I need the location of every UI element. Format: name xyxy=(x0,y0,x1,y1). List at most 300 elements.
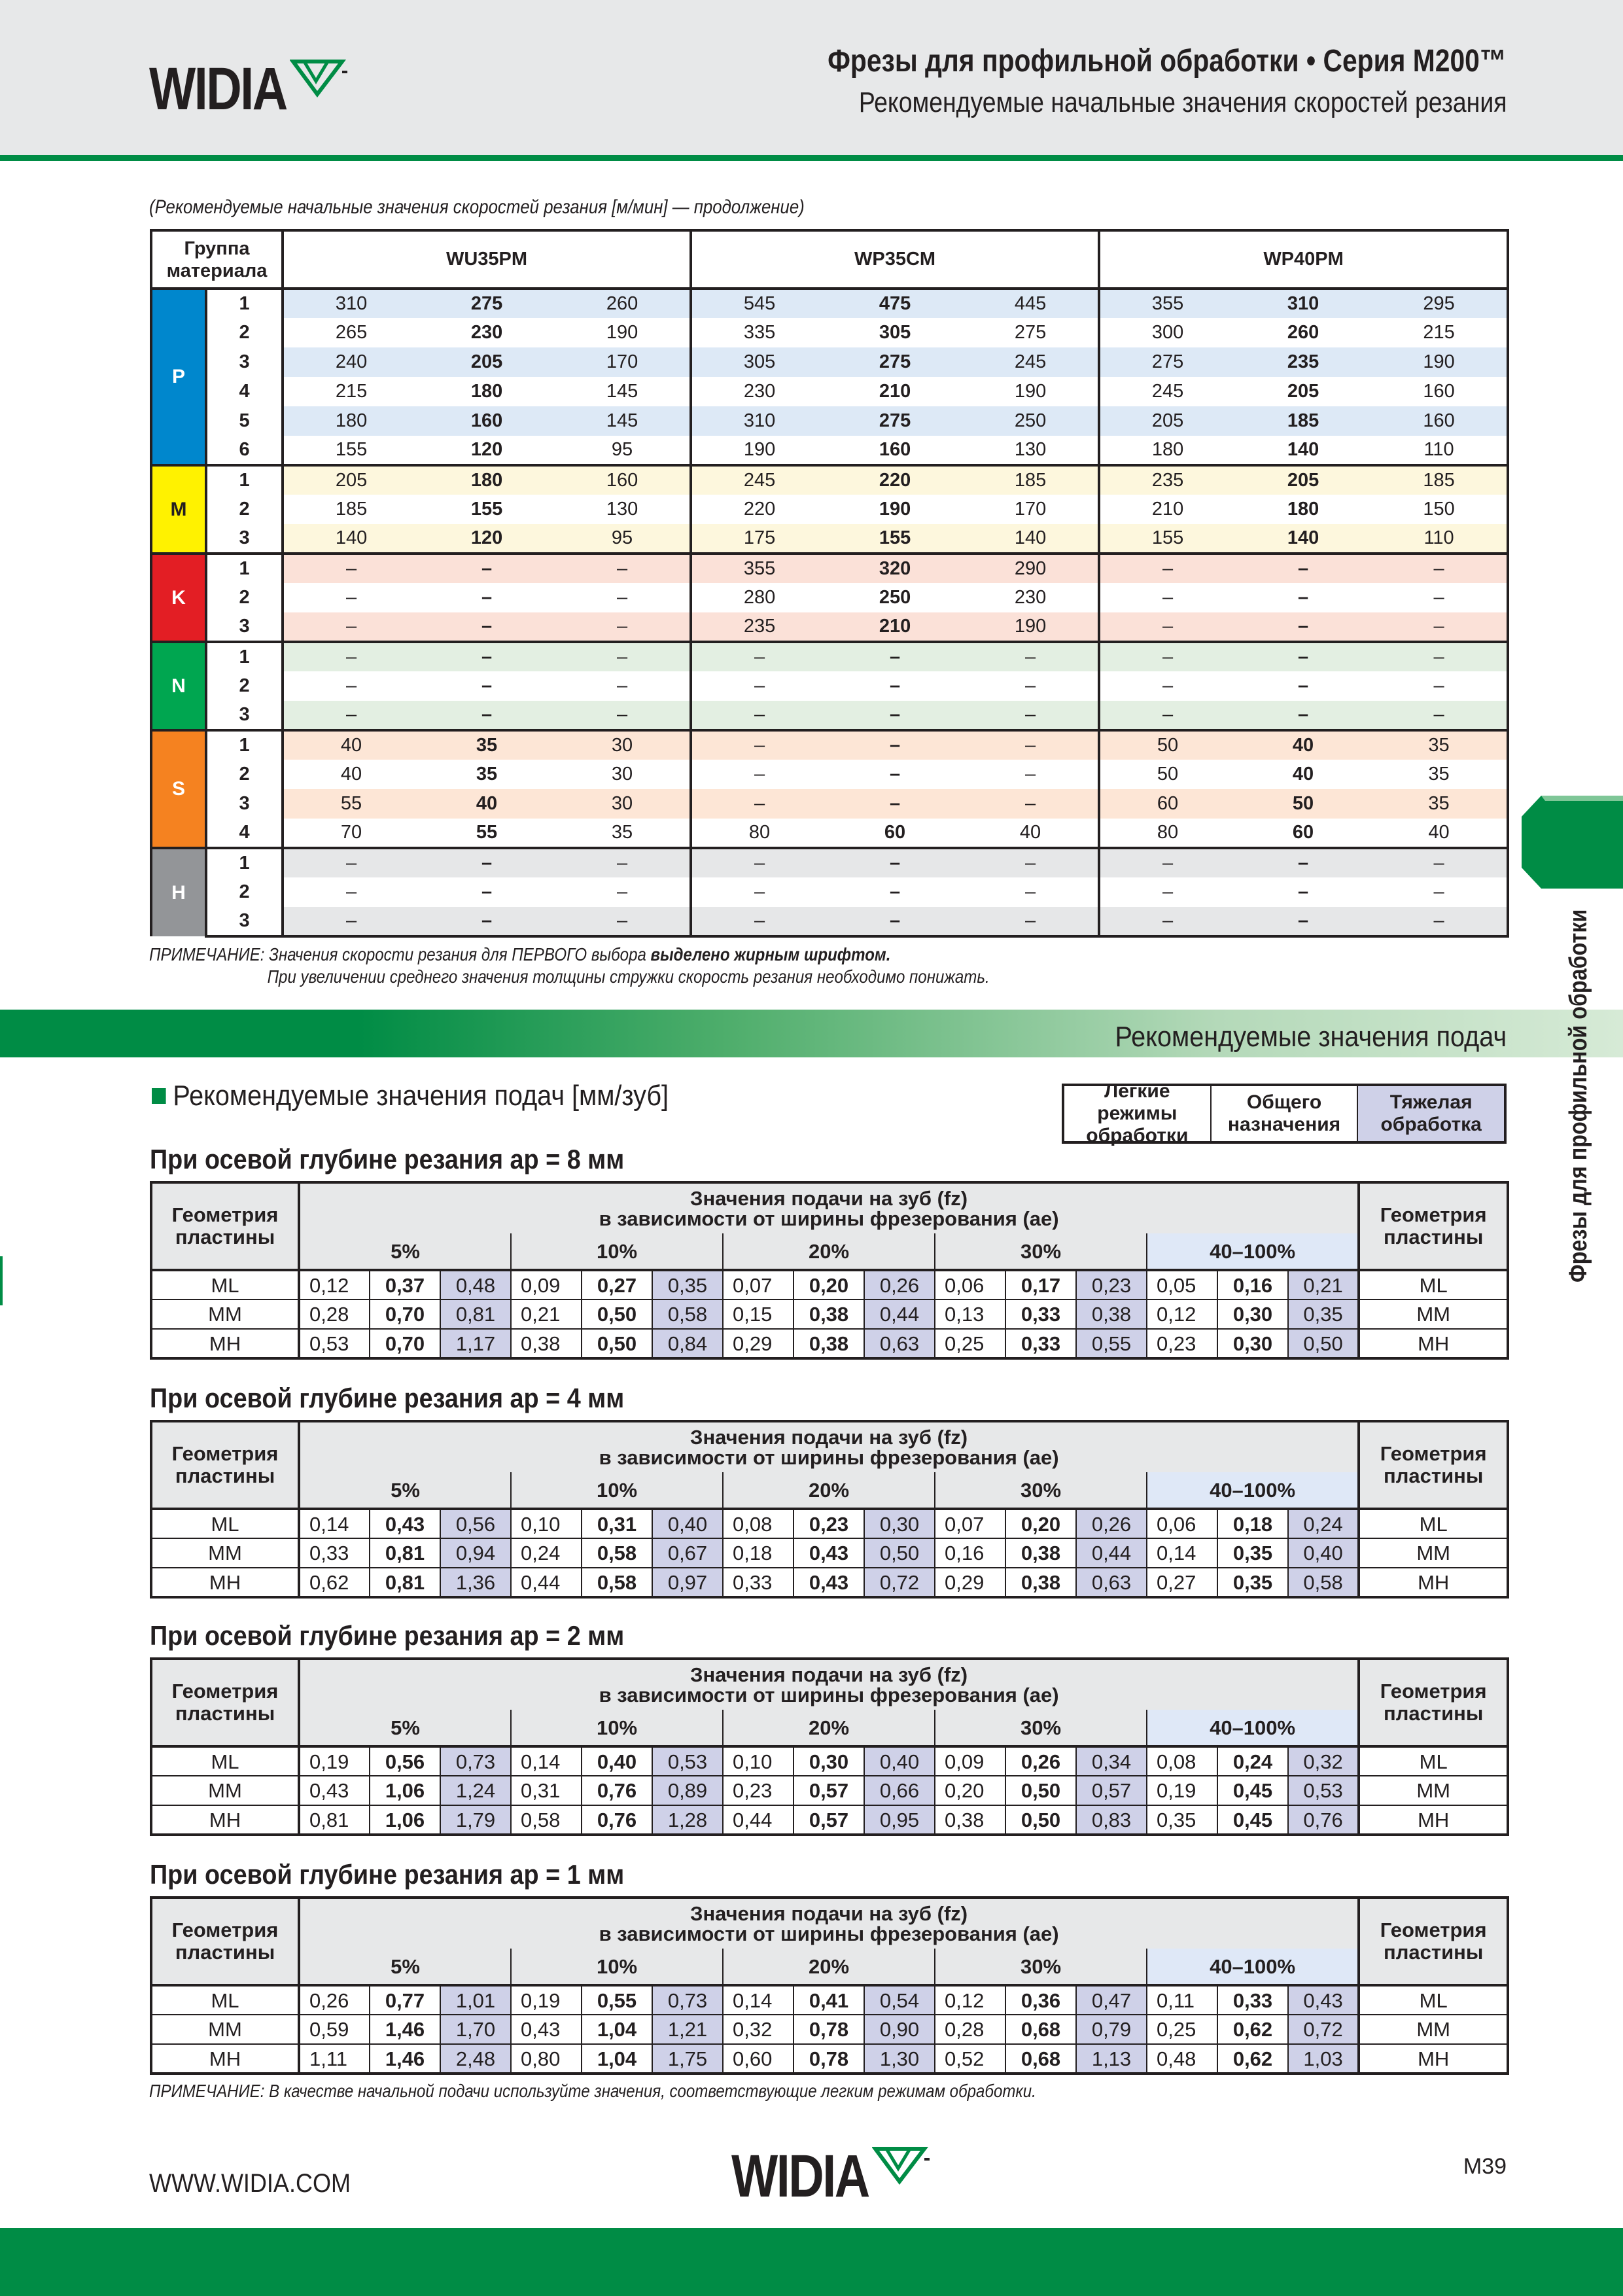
feed-value: 0,38 xyxy=(511,1329,582,1358)
speed-value: 310 xyxy=(1235,289,1371,318)
speed-value: 265 xyxy=(283,318,419,347)
feed-value: 1,06 xyxy=(370,1805,440,1835)
speed-value: 180 xyxy=(419,377,555,406)
speed-row xyxy=(151,789,1508,819)
feed-value: 0,44 xyxy=(864,1299,935,1329)
width-header: 20% xyxy=(723,1710,935,1746)
speed-value: – xyxy=(827,671,963,701)
geometry-header: Геометрия пластины xyxy=(151,1898,299,1985)
speed-value: 205 xyxy=(1099,406,1235,436)
speed-value: 275 xyxy=(1099,347,1235,377)
geometry-label: ML xyxy=(151,1509,299,1538)
speed-value: – xyxy=(283,877,419,907)
speed-value: 355 xyxy=(1099,289,1235,318)
feed-value: 0,59 xyxy=(299,2015,370,2044)
speed-value: 155 xyxy=(283,436,419,465)
speed-value: – xyxy=(283,612,419,642)
speed-value: – xyxy=(1371,907,1508,936)
section-band-title: Рекомендуемые значения подач xyxy=(1115,1021,1507,1053)
speed-value: – xyxy=(419,642,555,671)
feed-value: 0,77 xyxy=(370,1985,440,2015)
feed-value: 0,08 xyxy=(723,1509,794,1538)
footer-logo-wordmark: WIDIA xyxy=(731,2143,869,2210)
speed-value: 160 xyxy=(827,436,963,465)
feed-value: 0,29 xyxy=(723,1329,794,1358)
material-subgroup: 3 xyxy=(206,789,283,819)
feed-row xyxy=(151,1270,1508,1299)
feed-value: 0,53 xyxy=(299,1329,370,1358)
speed-value: – xyxy=(555,877,691,907)
feed-value: 0,81 xyxy=(440,1299,511,1329)
feed-table xyxy=(150,1420,1509,1598)
fz-header-line2: в зависимости от ширины фрезерования (ae) xyxy=(599,1922,1059,1945)
geometry-label: ML xyxy=(151,1985,299,2015)
speed-value: 130 xyxy=(963,436,1099,465)
speed-row xyxy=(151,377,1508,406)
speed-value: 160 xyxy=(1371,406,1508,436)
width-header: 30% xyxy=(935,1233,1147,1270)
speed-value: – xyxy=(419,877,555,907)
speed-value: – xyxy=(1371,701,1508,730)
width-header: 10% xyxy=(511,1949,723,1985)
feed-value: 0,10 xyxy=(723,1746,794,1776)
speed-value: – xyxy=(1235,642,1371,671)
feeds-note: ПРИМЕЧАНИЕ: В качестве начальной подачи используйте значения, соответствующие легким режимам обработки. xyxy=(149,2081,1036,2101)
feed-value: 0,41 xyxy=(794,1985,864,2015)
feed-value: 0,18 xyxy=(1217,1509,1288,1538)
speed-value: 185 xyxy=(283,495,419,524)
feed-value: 0,72 xyxy=(1288,2015,1359,2044)
speed-value: – xyxy=(827,760,963,789)
speed-value: 130 xyxy=(555,495,691,524)
speed-value: 160 xyxy=(555,465,691,495)
feed-value: 0,07 xyxy=(723,1270,794,1299)
speed-row xyxy=(151,554,1508,583)
speed-value: – xyxy=(283,583,419,612)
speed-value: – xyxy=(283,642,419,671)
material-subgroup: 2 xyxy=(206,583,283,612)
speed-value: 160 xyxy=(1371,377,1508,406)
feed-value: 1,46 xyxy=(370,2015,440,2044)
feed-value: 0,68 xyxy=(1005,2015,1076,2044)
speed-value: 305 xyxy=(691,347,827,377)
feed-value: 0,15 xyxy=(723,1299,794,1329)
feed-value: 0,14 xyxy=(723,1985,794,2015)
feed-value: 0,26 xyxy=(864,1270,935,1299)
feed-value: 0,57 xyxy=(794,1776,864,1805)
speed-value: – xyxy=(827,701,963,730)
speed-value: – xyxy=(555,554,691,583)
page-number: M39 xyxy=(1463,2154,1507,2179)
width-header: 20% xyxy=(723,1949,935,1985)
geometry-header: Геометрия пластины xyxy=(1359,1659,1508,1746)
speed-value: 55 xyxy=(419,819,555,848)
speed-value: 60 xyxy=(827,819,963,848)
speed-value: 250 xyxy=(827,583,963,612)
feed-value: 0,38 xyxy=(794,1329,864,1358)
speed-value: – xyxy=(1371,583,1508,612)
speed-value: 295 xyxy=(1371,289,1508,318)
speed-value: – xyxy=(691,848,827,877)
feed-value: 0,78 xyxy=(794,2044,864,2074)
speed-value: 35 xyxy=(419,730,555,760)
speed-value: – xyxy=(691,877,827,907)
feed-value: 0,24 xyxy=(1217,1746,1288,1776)
speed-value: 210 xyxy=(827,612,963,642)
material-group-code: P xyxy=(151,289,206,465)
speed-value: – xyxy=(1371,612,1508,642)
feed-value: 0,50 xyxy=(582,1329,652,1358)
speed-value: – xyxy=(827,642,963,671)
speed-value: – xyxy=(963,907,1099,936)
feed-value: 0,11 xyxy=(1147,1985,1217,2015)
speed-value: – xyxy=(1235,907,1371,936)
feed-row xyxy=(151,1985,1508,2015)
speed-value: – xyxy=(827,848,963,877)
speed-value: 95 xyxy=(555,436,691,465)
speed-value: 185 xyxy=(1371,465,1508,495)
speed-value: 160 xyxy=(419,406,555,436)
feed-value: 1,79 xyxy=(440,1805,511,1835)
feed-value: 0,23 xyxy=(1147,1329,1217,1358)
speed-value: 545 xyxy=(691,289,827,318)
speed-value: 120 xyxy=(419,524,555,554)
feed-value: 0,43 xyxy=(1288,1985,1359,2015)
speed-row xyxy=(151,907,1508,936)
width-header: 10% xyxy=(511,1472,723,1509)
material-subgroup: 4 xyxy=(206,819,283,848)
speed-value: 275 xyxy=(419,289,555,318)
feed-value: 0,66 xyxy=(864,1776,935,1805)
speed-value: 120 xyxy=(419,436,555,465)
feed-value: 0,14 xyxy=(511,1746,582,1776)
feed-value: 1,06 xyxy=(370,1776,440,1805)
geometry-label: MM xyxy=(1359,1538,1508,1568)
speed-value: 185 xyxy=(1235,406,1371,436)
speed-value: 310 xyxy=(283,289,419,318)
geometry-label: ML xyxy=(1359,1270,1508,1299)
speed-value: 155 xyxy=(419,495,555,524)
speed-value: 190 xyxy=(963,612,1099,642)
feed-value: 0,55 xyxy=(1076,1329,1147,1358)
speed-value: – xyxy=(1371,554,1508,583)
feed-value: 0,90 xyxy=(864,2015,935,2044)
speed-value: – xyxy=(555,907,691,936)
width-header: 30% xyxy=(935,1710,1147,1746)
speed-value: – xyxy=(1371,671,1508,701)
feed-value: 1,28 xyxy=(652,1805,723,1835)
feed-value: 0,06 xyxy=(935,1270,1005,1299)
speed-value: 95 xyxy=(555,524,691,554)
speed-row xyxy=(151,642,1508,671)
feed-value: 0,12 xyxy=(299,1270,370,1299)
speed-row xyxy=(151,848,1508,877)
speed-value: – xyxy=(1235,554,1371,583)
speed-value: 180 xyxy=(1235,495,1371,524)
feed-value: 0,29 xyxy=(935,1568,1005,1597)
feed-value: 0,81 xyxy=(299,1805,370,1835)
fz-header-line1: Значения подачи на зуб (fz) xyxy=(690,1426,968,1449)
feed-value: 0,20 xyxy=(935,1776,1005,1805)
speed-value: 190 xyxy=(1371,347,1508,377)
speed-value: – xyxy=(283,848,419,877)
feed-value: 0,20 xyxy=(794,1270,864,1299)
feed-row xyxy=(151,1509,1508,1538)
footer-url[interactable]: WWW.WIDIA.COM xyxy=(149,2169,351,2198)
speed-value: 60 xyxy=(1099,789,1235,819)
material-group-code: M xyxy=(151,465,206,554)
feed-value: 2,48 xyxy=(440,2044,511,2074)
feed-value: 0,32 xyxy=(1288,1746,1359,1776)
speed-value: 190 xyxy=(691,436,827,465)
material-subgroup: 1 xyxy=(206,465,283,495)
speed-value: – xyxy=(691,701,827,730)
speed-value: 35 xyxy=(1371,730,1508,760)
speed-value: 205 xyxy=(419,347,555,377)
feed-value: 0,35 xyxy=(1288,1299,1359,1329)
feed-value: 1,04 xyxy=(582,2015,652,2044)
fz-header-line2: в зависимости от ширины фрезерования (ae) xyxy=(599,1446,1059,1469)
feed-value: 0,62 xyxy=(1217,2044,1288,2074)
feed-value: 1,04 xyxy=(582,2044,652,2074)
feed-value: 0,19 xyxy=(511,1985,582,2015)
geometry-label: MH xyxy=(151,1568,299,1597)
speed-value: 210 xyxy=(1099,495,1235,524)
material-group-code: H xyxy=(151,848,206,936)
feed-value: 0,80 xyxy=(511,2044,582,2074)
feed-value: 0,89 xyxy=(652,1776,723,1805)
feed-value: 0,47 xyxy=(1076,1985,1147,2015)
feed-value: 0,50 xyxy=(1005,1805,1076,1835)
geometry-label: ML xyxy=(151,1746,299,1776)
speed-value: 35 xyxy=(1371,789,1508,819)
feeds-title xyxy=(152,1080,669,1112)
speed-value: 275 xyxy=(827,406,963,436)
feeds-title-text: Рекомендуемые значения подач [мм/зуб] xyxy=(173,1080,669,1112)
speed-row xyxy=(151,877,1508,907)
speed-note-bold: выделено жирным шрифтом. xyxy=(650,944,891,964)
speed-value: 310 xyxy=(691,406,827,436)
geometry-label: MM xyxy=(1359,1776,1508,1805)
feed-value: 0,56 xyxy=(440,1509,511,1538)
geometry-label: MH xyxy=(1359,2044,1508,2074)
speed-row xyxy=(151,318,1508,347)
feed-value: 0,73 xyxy=(652,1985,723,2015)
feed-value: 0,33 xyxy=(1005,1329,1076,1358)
feed-value: 0,07 xyxy=(935,1509,1005,1538)
speed-value: 235 xyxy=(1235,347,1371,377)
widia-logo xyxy=(149,56,339,122)
feed-value: 0,84 xyxy=(652,1329,723,1358)
speed-value: 180 xyxy=(1099,436,1235,465)
feed-table-title: При осевой глубине резания ap = 1 мм xyxy=(150,1859,625,1890)
feed-value: 0,57 xyxy=(1076,1776,1147,1805)
speed-value: 40 xyxy=(1235,760,1371,789)
speed-value: 145 xyxy=(555,377,691,406)
speed-value: – xyxy=(691,907,827,936)
speed-value: 240 xyxy=(283,347,419,377)
speed-value: – xyxy=(827,789,963,819)
geometry-label: ML xyxy=(1359,1746,1508,1776)
speed-value: 305 xyxy=(827,318,963,347)
material-subgroup: 2 xyxy=(206,877,283,907)
feed-value: 0,67 xyxy=(652,1538,723,1568)
feed-table-title: При осевой глубине резания ap = 8 мм xyxy=(150,1144,625,1174)
speed-value: – xyxy=(691,671,827,701)
fz-header-line2: в зависимости от ширины фрезерования (ae) xyxy=(599,1684,1059,1706)
geometry-label: MM xyxy=(151,1538,299,1568)
width-header: 30% xyxy=(935,1472,1147,1509)
feed-value: 0,21 xyxy=(511,1299,582,1329)
speed-row xyxy=(151,583,1508,612)
feed-value: 0,48 xyxy=(440,1270,511,1299)
speed-value: – xyxy=(1235,612,1371,642)
feed-value: 0,23 xyxy=(723,1776,794,1805)
geometry-label: MM xyxy=(1359,2015,1508,2044)
speed-value: – xyxy=(963,671,1099,701)
feed-value: 0,19 xyxy=(1147,1776,1217,1805)
feed-value: 0,23 xyxy=(794,1509,864,1538)
footer-widia-logo xyxy=(731,2143,928,2210)
speed-value: 205 xyxy=(1235,465,1371,495)
feed-value: 0,58 xyxy=(1288,1568,1359,1597)
feed-value: 1,70 xyxy=(440,2015,511,2044)
feed-value: 0,79 xyxy=(1076,2015,1147,2044)
feed-value: 0,68 xyxy=(1005,2044,1076,2074)
geometry-label: MH xyxy=(151,1329,299,1358)
material-group-code: N xyxy=(151,642,206,730)
legend-light: Легкие режимы обработки xyxy=(1064,1086,1212,1141)
feed-table xyxy=(150,1896,1509,2075)
feed-value: 1,01 xyxy=(440,1985,511,2015)
feed-value: 0,27 xyxy=(1147,1568,1217,1597)
speed-value: 170 xyxy=(963,495,1099,524)
feed-value: 0,50 xyxy=(864,1538,935,1568)
speed-table-caption: (Рекомендуемые начальные значения скоростей резания [м/мин] — продолжение) xyxy=(149,196,805,218)
speed-row xyxy=(151,465,1508,495)
feed-row xyxy=(151,1776,1508,1805)
grade-header: WP40PM xyxy=(1099,230,1508,289)
speed-value: – xyxy=(283,671,419,701)
feed-value: 0,24 xyxy=(1288,1509,1359,1538)
material-subgroup: 3 xyxy=(206,701,283,730)
material-subgroup: 5 xyxy=(206,406,283,436)
width-header: 5% xyxy=(299,1710,511,1746)
feed-row xyxy=(151,2015,1508,2044)
speed-value: – xyxy=(419,671,555,701)
speed-value: – xyxy=(419,848,555,877)
feed-value: 0,38 xyxy=(1005,1568,1076,1597)
feed-legend xyxy=(1062,1080,1507,1146)
feed-value: 0,40 xyxy=(582,1746,652,1776)
speed-value: 210 xyxy=(827,377,963,406)
speed-value: 215 xyxy=(283,377,419,406)
feed-value: 0,14 xyxy=(299,1509,370,1538)
speed-value: – xyxy=(691,730,827,760)
feed-value: 0,55 xyxy=(582,1985,652,2015)
feed-value: 0,20 xyxy=(1005,1509,1076,1538)
feed-value: 0,21 xyxy=(1288,1270,1359,1299)
feed-value: 0,76 xyxy=(1288,1805,1359,1835)
legend-heavy: Тяжелая обработка xyxy=(1358,1086,1504,1141)
width-header: 10% xyxy=(511,1710,723,1746)
speed-value: 230 xyxy=(963,583,1099,612)
speed-value: – xyxy=(1099,907,1235,936)
speed-value: 215 xyxy=(1371,318,1508,347)
speed-value: 140 xyxy=(1235,524,1371,554)
feed-value: 0,53 xyxy=(652,1746,723,1776)
speed-value: 290 xyxy=(963,554,1099,583)
feed-value: 0,62 xyxy=(299,1568,370,1597)
speed-row xyxy=(151,406,1508,436)
speed-value: 50 xyxy=(1099,730,1235,760)
material-subgroup: 6 xyxy=(206,436,283,465)
speed-value: 245 xyxy=(691,465,827,495)
geometry-label: MH xyxy=(151,1805,299,1835)
fz-header-line1: Значения подачи на зуб (fz) xyxy=(690,1902,968,1925)
side-tab xyxy=(1522,796,1623,889)
material-subgroup: 1 xyxy=(206,642,283,671)
speed-value: 260 xyxy=(555,289,691,318)
feed-value: 0,17 xyxy=(1005,1270,1076,1299)
speed-value: – xyxy=(1099,877,1235,907)
speed-value: 145 xyxy=(555,406,691,436)
width-header: 20% xyxy=(723,1472,935,1509)
feed-value: 0,76 xyxy=(582,1805,652,1835)
speed-value: 180 xyxy=(419,465,555,495)
speed-value: – xyxy=(827,730,963,760)
material-subgroup: 4 xyxy=(206,377,283,406)
side-tab-shape-icon xyxy=(1522,796,1623,889)
geometry-header: Геометрия пластины xyxy=(1359,1421,1508,1509)
grade-header: WU35PM xyxy=(283,230,691,289)
feed-value: 0,40 xyxy=(864,1746,935,1776)
feed-value: 1,21 xyxy=(652,2015,723,2044)
speed-note-text: ПРИМЕЧАНИЕ: Значения скорости резания для ПЕРВОГО выбора xyxy=(149,944,651,964)
speed-value: – xyxy=(963,760,1099,789)
feed-value: 0,31 xyxy=(582,1509,652,1538)
speed-value: – xyxy=(283,701,419,730)
feed-value: 0,43 xyxy=(794,1568,864,1597)
speed-row xyxy=(151,436,1508,465)
feed-value: 0,16 xyxy=(1217,1270,1288,1299)
width-header: 40–100% xyxy=(1147,1710,1359,1746)
feed-value: 0,58 xyxy=(652,1299,723,1329)
speed-value: 40 xyxy=(419,789,555,819)
width-header: 20% xyxy=(723,1233,935,1270)
speed-value: – xyxy=(1235,848,1371,877)
material-group-code: K xyxy=(151,554,206,642)
feed-value: 0,43 xyxy=(299,1776,370,1805)
feed-value: 0,33 xyxy=(1005,1299,1076,1329)
speed-value: 220 xyxy=(691,495,827,524)
legend-general: Общего назначения xyxy=(1212,1086,1359,1141)
speed-value: – xyxy=(283,907,419,936)
speed-value: 190 xyxy=(555,318,691,347)
speed-row xyxy=(151,760,1508,789)
feed-row xyxy=(151,1329,1508,1358)
speed-value: 230 xyxy=(419,318,555,347)
material-group-code: S xyxy=(151,730,206,848)
geometry-label: MM xyxy=(151,1776,299,1805)
speed-note xyxy=(149,944,990,988)
feed-value: 1,03 xyxy=(1288,2044,1359,2074)
geometry-label: MH xyxy=(1359,1805,1508,1835)
fz-header-line1: Значения подачи на зуб (fz) xyxy=(690,1663,968,1686)
feed-value: 0,25 xyxy=(1147,2015,1217,2044)
speed-value: – xyxy=(1099,612,1235,642)
speed-value: 40 xyxy=(283,760,419,789)
